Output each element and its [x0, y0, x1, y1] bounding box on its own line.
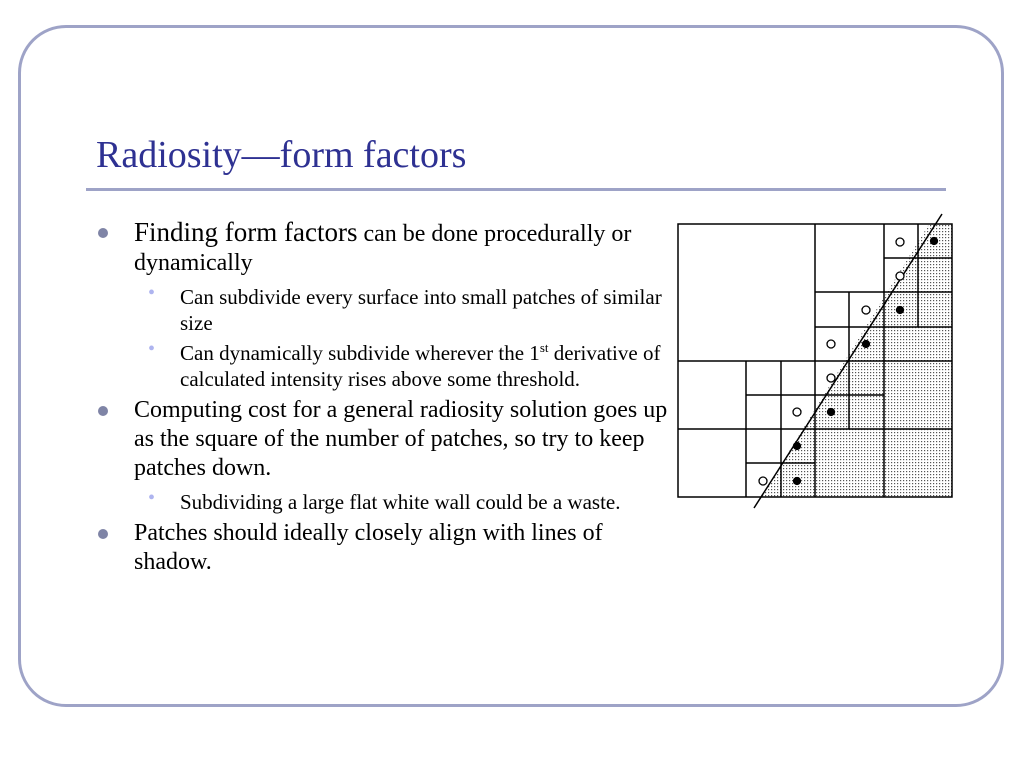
bullet-dot-icon [98, 228, 108, 238]
sub-bullet-text: Subdividing a large flat white wall could be a waste. [180, 490, 621, 514]
occluded-point-icon [794, 443, 801, 450]
sub-bullet-text-cont: derivative of calculated intensity rises above some threshold. [180, 341, 661, 391]
subdivision-diagram [672, 210, 962, 510]
superscript: st [539, 340, 549, 355]
unoccluded-point-icon [827, 374, 835, 382]
unoccluded-point-icon [759, 477, 767, 485]
occluded-point-icon [863, 341, 870, 348]
bullet-item [96, 218, 676, 278]
bullet-text: Patches should ideally closely align with lines of shadow. [134, 520, 603, 575]
slide-title: Radiosity—form factors [96, 134, 467, 176]
bullet-item [96, 396, 676, 483]
sub-bullet-text: Can dynamically subdivide wherever the 1 [180, 341, 540, 365]
unoccluded-point-icon [896, 272, 904, 280]
bullet-lead-text: Finding form factors [134, 217, 358, 247]
bullet-list [96, 218, 676, 583]
title-divider [86, 188, 946, 191]
occluded-point-icon [828, 409, 835, 416]
sub-bullet-text: Can subdivide every surface into small patches of similar size [180, 285, 662, 335]
sub-bullet-item [96, 489, 676, 515]
sub-bullet-dot-icon: • [148, 282, 156, 304]
sub-bullet-item [96, 340, 676, 392]
unoccluded-point-icon [793, 408, 801, 416]
occluded-point-icon [897, 307, 904, 314]
bullet-dot-icon [98, 529, 108, 539]
unoccluded-point-icon [827, 340, 835, 348]
occluded-point-icon [794, 478, 801, 485]
unoccluded-point-icon [896, 238, 904, 246]
unoccluded-point-icon [862, 306, 870, 314]
bullet-text: Computing cost for a general radiosity solution goes up as the square of the number of patches, so try to keep patches down. [134, 397, 668, 481]
bullet-text: can be done procedurally or dynamically [134, 221, 632, 276]
occluded-point-icon [931, 238, 938, 245]
sub-bullet-dot-icon: • [148, 487, 156, 509]
sub-bullet-dot-icon: • [148, 338, 156, 360]
bullet-item [96, 519, 676, 577]
sub-bullet-item [96, 284, 676, 336]
bullet-dot-icon [98, 406, 108, 416]
